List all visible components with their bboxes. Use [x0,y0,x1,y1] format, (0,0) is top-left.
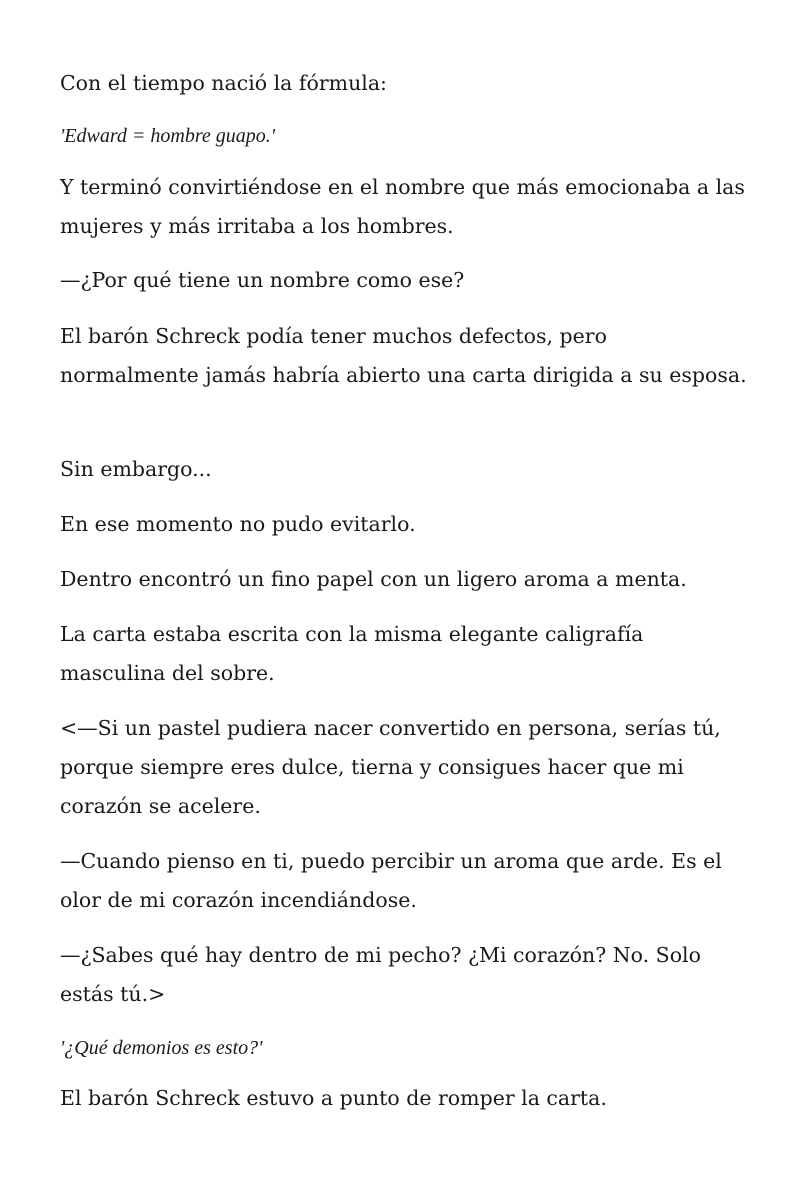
paragraph-name-effect: Y terminó convirtiéndose en el nombre que más emocionaba a las mujeres y más irritaba a los hombres. [60,175,745,238]
paragraph-baron-defects: El barón Schreck podía tener muchos defectos, pero normalmente jamás habría abierto una carta dirigida a su esposa. [60,324,747,387]
letter-paragraph-aroma: —Cuando pienso en ti, puedo percibir un aroma que arde. Es el olor de mi corazón incendiándose. [60,849,722,912]
italic-thought-what: '¿Qué demonios es esto?' [60,1037,263,1059]
italic-thought-edward: 'Edward = hombre guapo.' [60,125,276,147]
letter-paragraph-pastel: <—Si un pastel pudiera nacer convertido en persona, serías tú, porque siempre eres dulce, tierna y consigues hacer que mi corazón se acelere. [60,716,721,818]
paragraph-could-not-avoid: En ese momento no pudo evitarlo. [60,512,416,536]
paragraph-formula-intro: Con el tiempo nació la fórmula: [60,71,387,95]
paragraph-paper-mint: Dentro encontró un fino papel con un ligero aroma a menta. [60,567,687,591]
letter-paragraph-chest: —¿Sabes qué hay dentro de mi pecho? ¿Mi corazón? No. Solo estás tú.> [60,943,701,1006]
paragraph-sin-embargo: Sin embargo... [60,457,212,481]
paragraph-calligraphy: La carta estaba escrita con la misma elegante caligrafía masculina del sobre. [60,622,644,685]
dialogue-question-name: —¿Por qué tiene un nombre como ese? [60,268,465,292]
paragraph-tear-letter: El barón Schreck estuvo a punto de romper la carta. [60,1086,607,1110]
